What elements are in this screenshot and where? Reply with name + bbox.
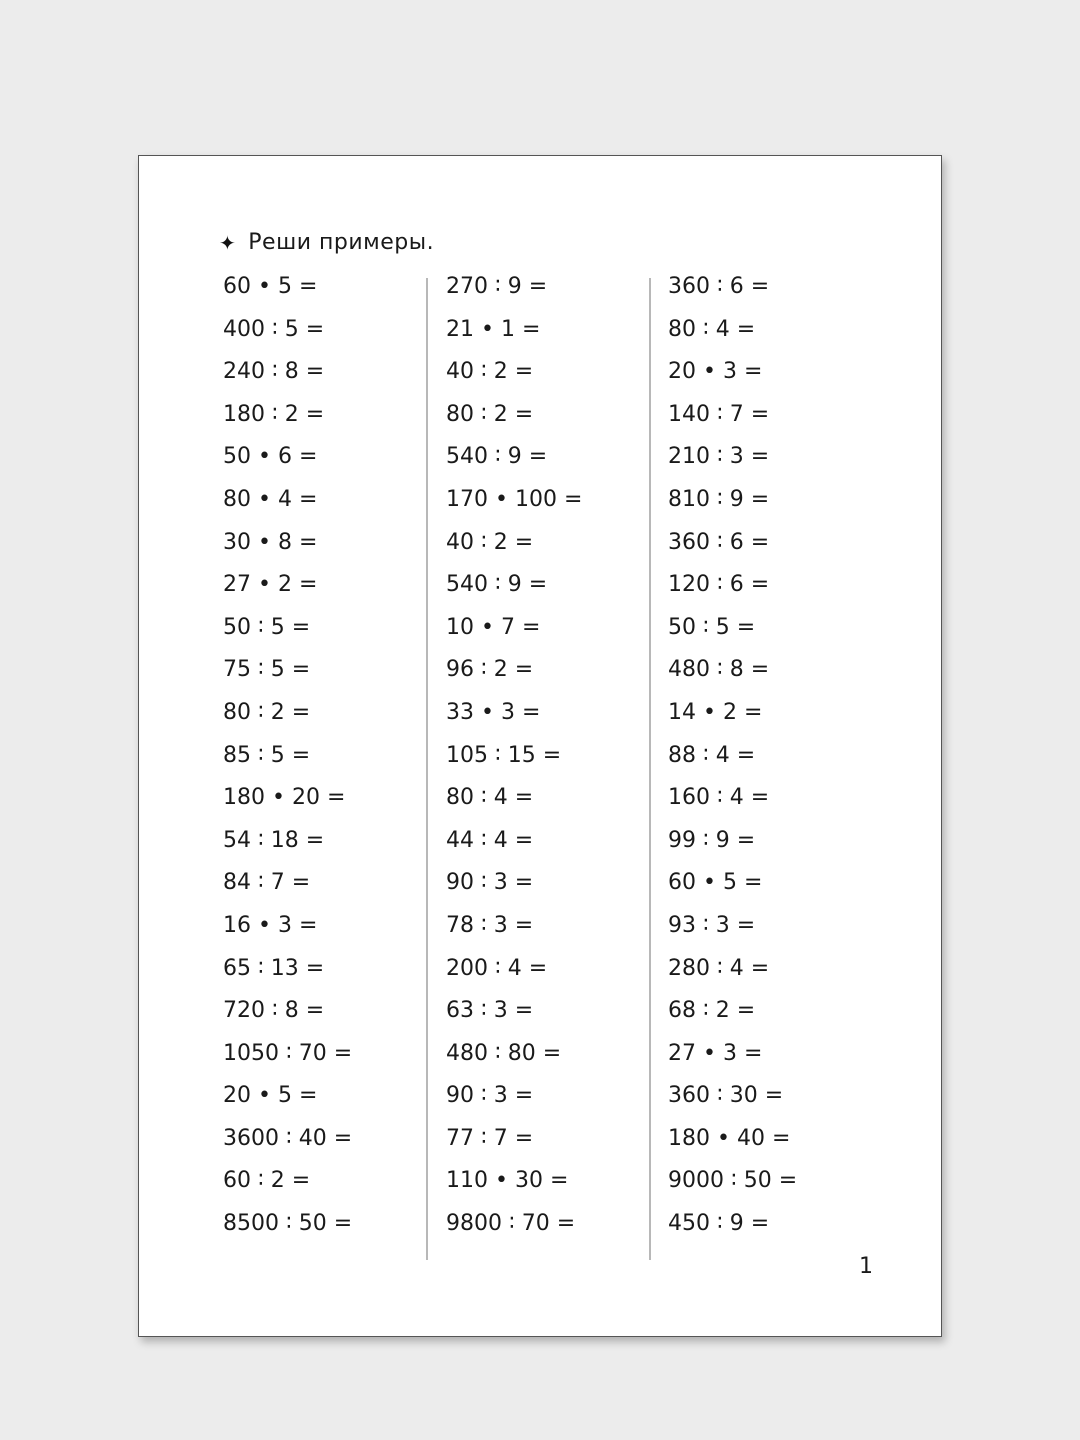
exercise-item: 110 • 30 = <box>446 1168 569 1194</box>
exercise-item: 96 ∶ 2 = <box>446 657 534 683</box>
exercise-item: 77 ∶ 7 = <box>446 1125 534 1151</box>
worksheet-page <box>138 155 942 1337</box>
exercise-column-3 <box>668 266 797 1246</box>
exercise-item: 480 ∶ 8 = <box>668 657 770 683</box>
exercise-item: 27 • 3 = <box>668 1040 763 1066</box>
exercise-item: 280 ∶ 4 = <box>668 955 770 981</box>
page-number: 1 <box>859 1254 873 1279</box>
exercise-item: 80 ∶ 2 = <box>223 699 311 725</box>
exercise-item: 540 ∶ 9 = <box>446 572 548 598</box>
exercise-item: 400 ∶ 5 = <box>223 316 325 342</box>
exercise-item: 90 ∶ 3 = <box>446 870 534 896</box>
exercise-item: 210 ∶ 3 = <box>668 444 770 470</box>
exercise-item: 180 ∶ 2 = <box>223 401 325 427</box>
exercise-item: 33 • 3 = <box>446 699 541 725</box>
exercise-item: 60 • 5 = <box>668 870 763 896</box>
exercise-item: 50 ∶ 5 = <box>668 614 756 640</box>
exercise-item: 65 ∶ 13 = <box>223 955 325 981</box>
exercise-item: 75 ∶ 5 = <box>223 657 311 683</box>
exercise-item: 270 ∶ 9 = <box>446 274 548 299</box>
exercise-item: 240 ∶ 8 = <box>223 359 325 385</box>
exercise-item: 10 • 7 = <box>446 614 541 640</box>
exercise-item: 200 ∶ 4 = <box>446 955 548 981</box>
exercise-column-1 <box>223 266 352 1246</box>
exercise-item: 720 ∶ 8 = <box>223 998 325 1024</box>
star-icon: ✦ <box>219 230 237 255</box>
exercise-item: 360 ∶ 6 = <box>668 529 770 555</box>
exercise-item: 50 ∶ 5 = <box>223 614 311 640</box>
exercise-item: 63 ∶ 3 = <box>446 998 534 1024</box>
exercise-item: 90 ∶ 3 = <box>446 1083 534 1109</box>
instruction-text: Реши примеры. <box>248 230 435 255</box>
exercise-item: 21 • 1 = <box>446 316 541 342</box>
exercise-item: 180 • 20 = <box>223 785 346 811</box>
exercise-item: 80 ∶ 4 = <box>668 316 756 342</box>
exercise-item: 360 ∶ 30 = <box>668 1083 784 1109</box>
exercise-item: 14 • 2 = <box>668 699 763 725</box>
exercise-item: 78 ∶ 3 = <box>446 912 534 938</box>
exercise-item: 80 ∶ 2 = <box>446 401 534 427</box>
exercise-item: 50 • 6 = <box>223 444 318 470</box>
exercise-item: 1050 ∶ 70 = <box>223 1040 353 1066</box>
exercise-item: 60 ∶ 2 = <box>223 1168 311 1194</box>
exercise-item: 810 ∶ 9 = <box>668 486 770 512</box>
exercise-item: 93 ∶ 3 = <box>668 912 756 938</box>
exercise-item: 44 ∶ 4 = <box>446 827 534 853</box>
instruction <box>219 230 434 255</box>
column-divider <box>649 278 651 1260</box>
column-divider <box>426 278 428 1260</box>
exercise-item: 16 • 3 = <box>223 912 318 938</box>
exercise-item: 9000 ∶ 50 = <box>668 1168 798 1194</box>
exercise-item: 450 ∶ 9 = <box>668 1211 770 1237</box>
exercise-item: 20 • 5 = <box>223 1083 318 1109</box>
exercise-item: 27 • 2 = <box>223 572 318 598</box>
exercise-item: 60 • 5 = <box>223 274 318 299</box>
exercise-column-2 <box>446 266 582 1246</box>
exercise-item: 360 ∶ 6 = <box>668 274 770 299</box>
exercise-item: 88 ∶ 4 = <box>668 742 756 768</box>
exercise-item: 3600 ∶ 40 = <box>223 1125 353 1151</box>
exercise-item: 99 ∶ 9 = <box>668 827 756 853</box>
exercise-item: 170 • 100 = <box>446 486 583 512</box>
exercise-item: 9800 ∶ 70 = <box>446 1211 576 1237</box>
exercise-item: 120 ∶ 6 = <box>668 572 770 598</box>
exercise-item: 160 ∶ 4 = <box>668 785 770 811</box>
exercise-item: 80 • 4 = <box>223 486 318 512</box>
exercise-item: 8500 ∶ 50 = <box>223 1211 353 1237</box>
exercise-item: 540 ∶ 9 = <box>446 444 548 470</box>
exercise-item: 180 • 40 = <box>668 1125 791 1151</box>
exercise-item: 480 ∶ 80 = <box>446 1040 562 1066</box>
exercise-item: 30 • 8 = <box>223 529 318 555</box>
exercise-item: 84 ∶ 7 = <box>223 870 311 896</box>
exercise-item: 140 ∶ 7 = <box>668 401 770 427</box>
exercise-item: 105 ∶ 15 = <box>446 742 562 768</box>
exercise-item: 68 ∶ 2 = <box>668 998 756 1024</box>
exercise-item: 54 ∶ 18 = <box>223 827 325 853</box>
exercise-item: 40 ∶ 2 = <box>446 359 534 385</box>
exercise-item: 85 ∶ 5 = <box>223 742 311 768</box>
exercise-item: 40 ∶ 2 = <box>446 529 534 555</box>
exercise-item: 20 • 3 = <box>668 359 763 385</box>
exercise-item: 80 ∶ 4 = <box>446 785 534 811</box>
